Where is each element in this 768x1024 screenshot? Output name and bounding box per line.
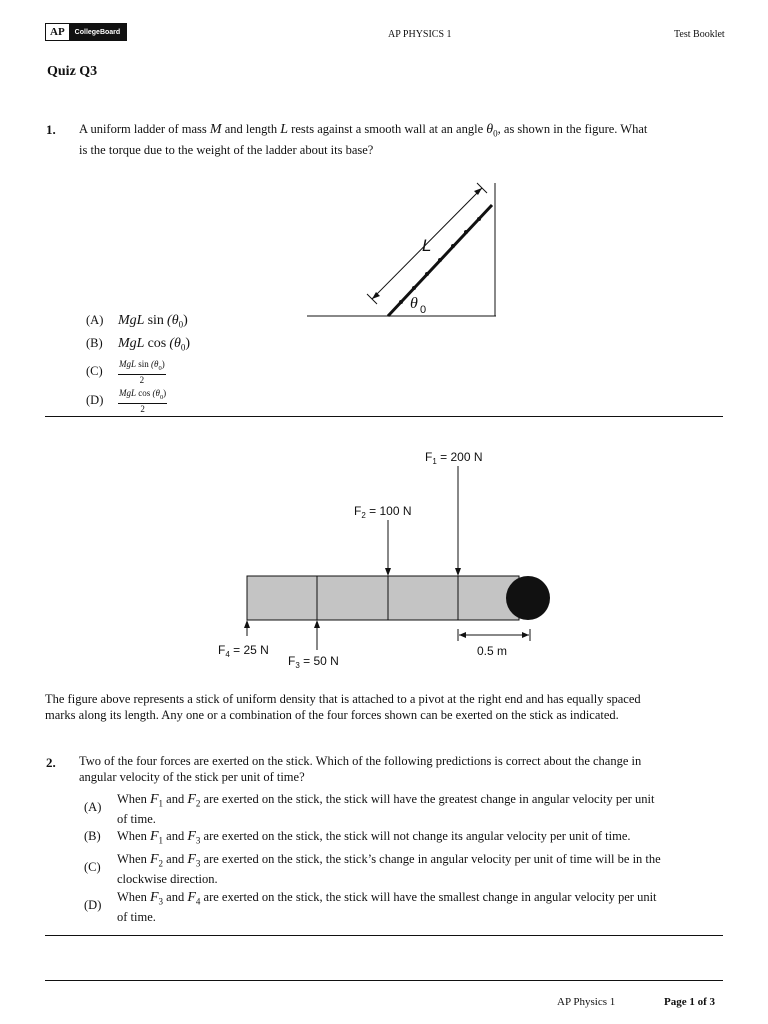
label-L: L (422, 236, 432, 255)
header-center: AP PHYSICS 1 (388, 29, 452, 40)
q1-number: 1. (46, 122, 56, 137)
footer-page-number: Page 1 of 3 (664, 996, 716, 1008)
ladder-figure (300, 175, 510, 325)
quiz-title: Quiz Q3 (47, 64, 98, 79)
pivot (506, 576, 550, 620)
q1-text: A uniform ladder of mass M and length L rests against a smooth wall at an angle $\theta_0$, as shown in the figure. What is the torque due to the weight of the ladder about its base? (79, 122, 648, 157)
f2-label: $F_2 = 100$ N (354, 504, 412, 520)
label-theta: θ (410, 295, 418, 312)
header-right: Test Booklet (674, 29, 725, 40)
q1-option-a[interactable]: (A) MgL $\sin (\theta_0)$ (86, 313, 188, 330)
f3-label: $F_3 = 50$ N (288, 654, 339, 670)
q2-text: Two of the four forces are exerted on the stick. Which of the following predictions is correct about the change in angular velocity of the stick per unit of time? (79, 754, 642, 784)
q2-option-d[interactable]: (D) When $F_3$ and $F_4$ are exerted on the stick, the stick will have the smallest change in angular velocity per unit of time. (84, 890, 657, 924)
q2-option-b[interactable]: (B) When $F_1$ and $F_3$ are exerted on the stick, the stick will not change its angular velocity per unit of time. (84, 829, 631, 846)
dim-arrow-lower (372, 292, 380, 299)
f4-label: $F_4 = 25$ N (218, 643, 269, 659)
q2-number: 2. (46, 755, 56, 770)
stick (247, 576, 519, 620)
ap-collegeboard-logo (45, 23, 127, 41)
divider-1 (45, 416, 723, 417)
logo-ap-text: AP (46, 24, 69, 40)
label-theta-sub: 0 (420, 304, 427, 316)
divider-2 (45, 935, 723, 936)
q1-option-b[interactable]: (B) MgL $\cos (\theta_0)$ (86, 336, 191, 353)
q1-option-c[interactable]: (C) $\frac{MgL \sin (\theta_0)}{2}$ (86, 359, 165, 385)
logo-collegeboard-text: CollegeBoard (69, 24, 127, 40)
dim-arrow-upper (474, 188, 482, 195)
q1-option-d[interactable]: (D) $\frac{MgL \cos (\theta_0)}{2}$ (86, 388, 167, 414)
q2-option-c[interactable]: (C) When $F_2$ and $F_3$ are exerted on the stick, the stick’s change in angular velocity per unit of time will be in the clockwise direction. (84, 852, 661, 886)
footer-rule (45, 980, 723, 981)
f1-label: $F_1 = 200$ N (425, 450, 483, 466)
passage: The figure above represents a stick of uniform density that is attached to a pivot at the right end and has equally spaced marks along its length. Any one or a combination of the four forces shown can be exerted on the stick as indicated. (45, 692, 641, 722)
distance-label: 0.5 m (477, 644, 508, 658)
footer-left: AP Physics 1 (557, 996, 616, 1008)
stick-figure (200, 440, 580, 680)
q2-option-a[interactable]: (A) When $F_1$ and $F_2$ are exerted on the stick, the stick will have the greatest change in angular velocity per unit of time. (84, 792, 655, 826)
